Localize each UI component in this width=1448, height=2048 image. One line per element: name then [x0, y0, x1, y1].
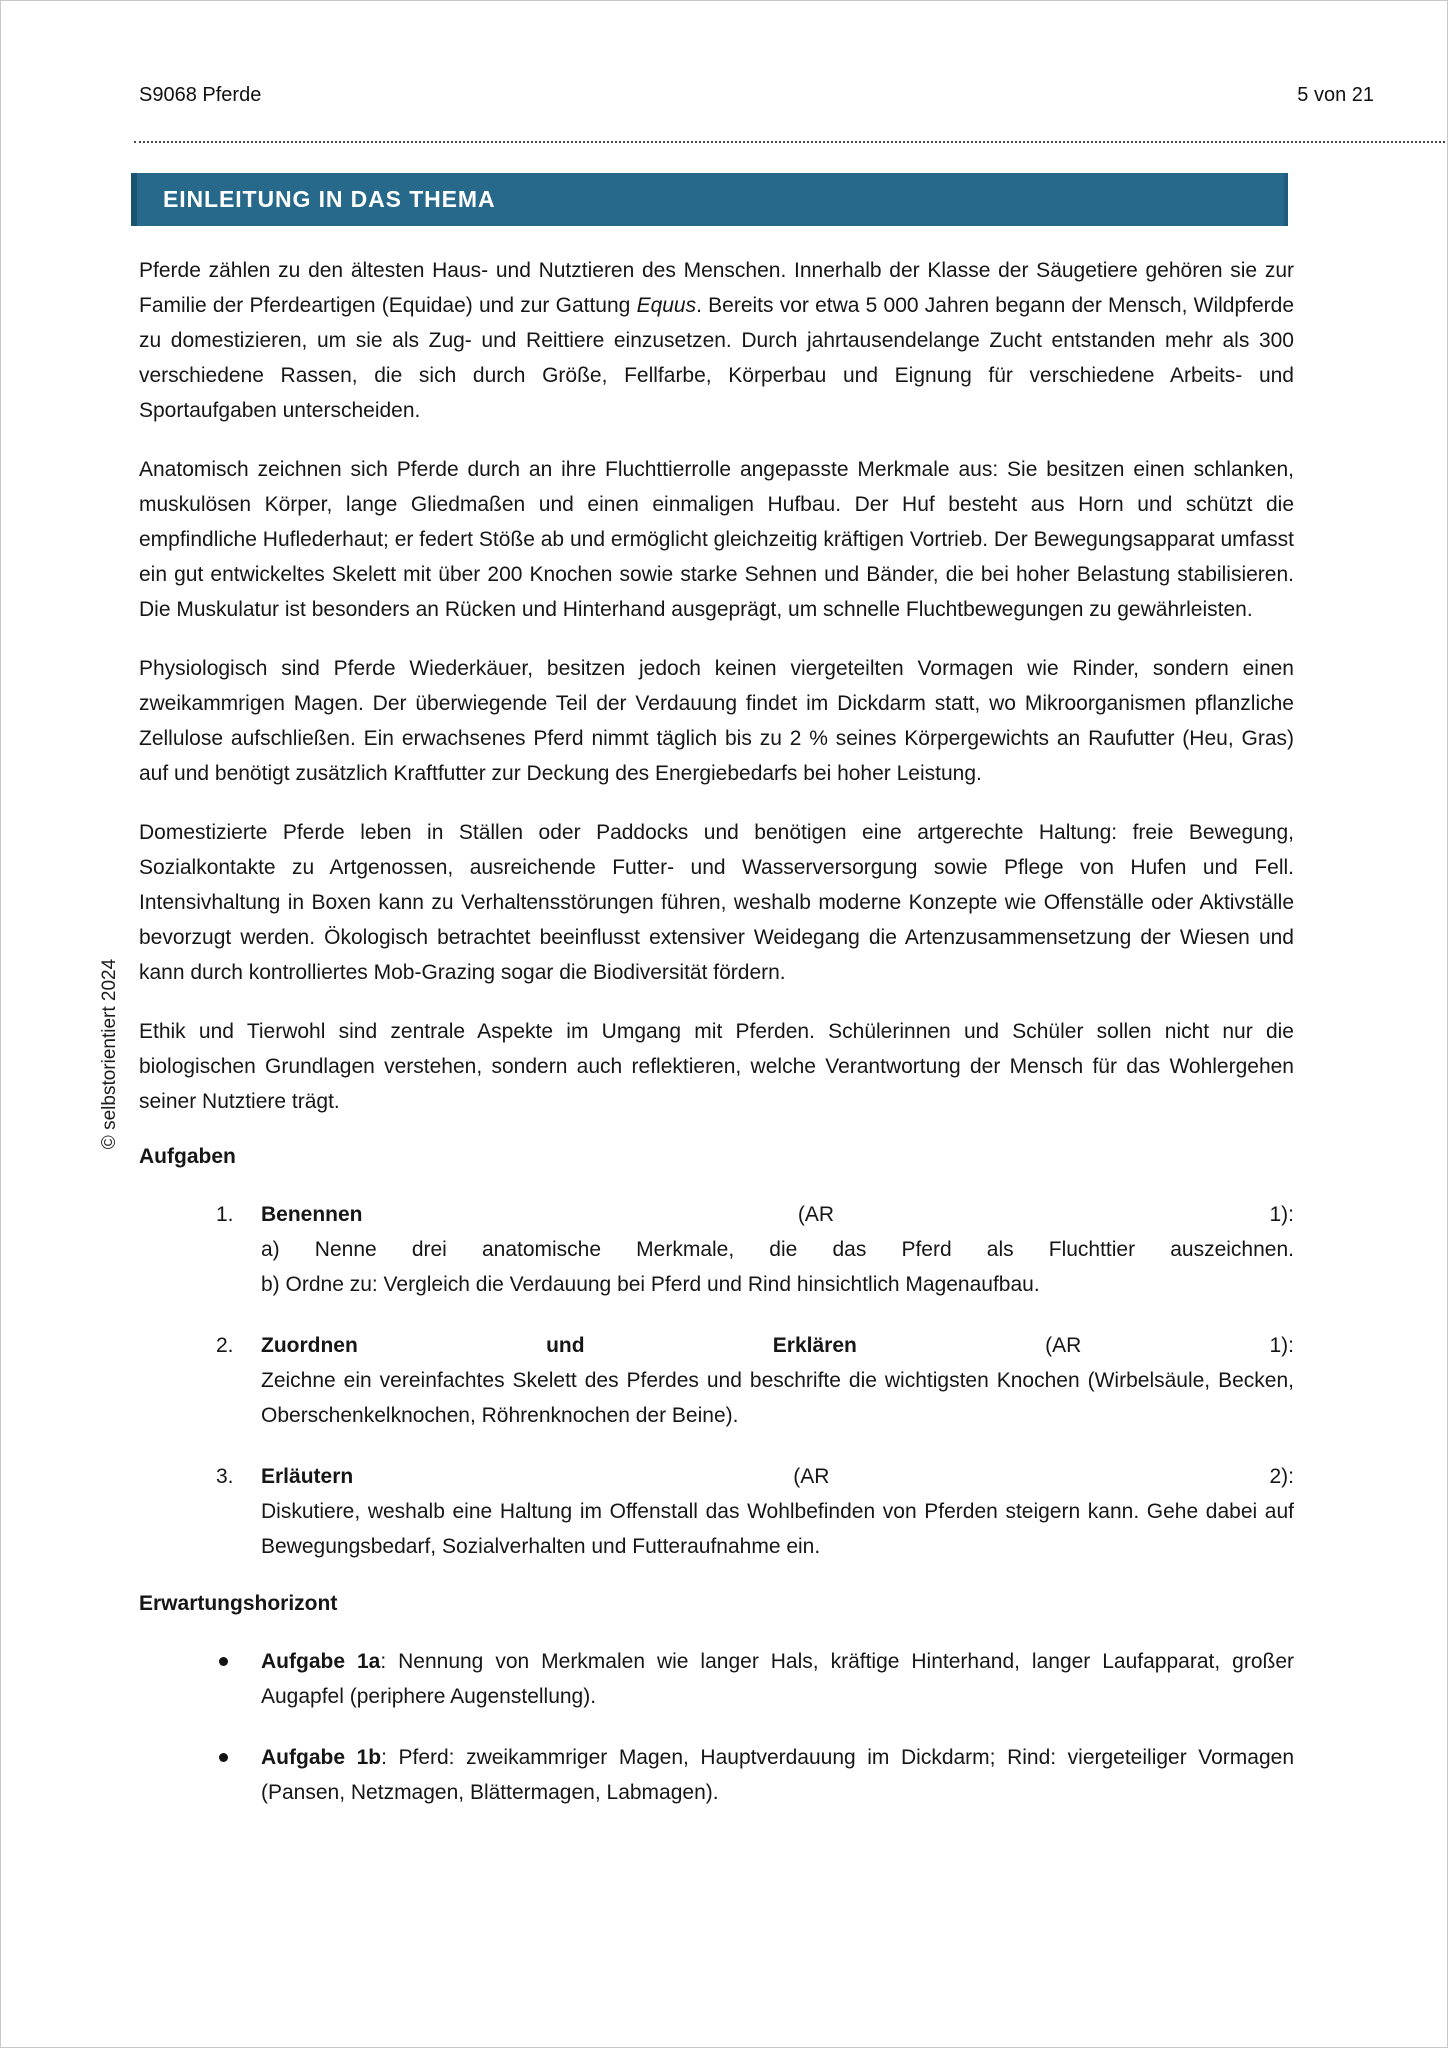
task-item [139, 1197, 1294, 1302]
text-segment: Erklären [772, 1334, 857, 1357]
bullet-icon [219, 1657, 228, 1666]
task-text-line: Diskutiere, weshalb eine Haltung im Offenstall das Wohlbefinden von Pferden steigern kann. Gehe dabei auf Bewegungsbedarf, Sozialverhalten und Futteraufnahme ein. [261, 1500, 1294, 1558]
header-page-number: 5 von 21 [1297, 84, 1374, 106]
intro-paragraphs [139, 253, 1294, 1119]
text-segment: (AR [793, 1465, 830, 1488]
section-title: EINLEITUNG IN DAS THEMA [163, 186, 496, 212]
intro-paragraph [139, 815, 1294, 990]
text-segment: 1): [1269, 1203, 1294, 1226]
document-content [139, 253, 1294, 1836]
task-item [139, 1328, 1294, 1433]
task-list [139, 1197, 1294, 1564]
expectations-heading: Erwartungshorizont [139, 1592, 338, 1615]
text-segment: Ethik und Tierwohl sind zentrale Aspekte im Umgang mit Pferden. Schülerinnen und Schüler sollen nicht nur die biologischen Grundlagen verstehen, sondern auch reflektieren, welche Verantwortung der Mensch für das Wohlergehen seiner Nutztiere trägt. [139, 1020, 1294, 1113]
expectation-list [139, 1644, 1294, 1810]
tasks-heading: Aufgaben [139, 1145, 236, 1168]
expectation-text: Aufgabe 1b: Pferd: zweikammriger Magen, Hauptverdauung im Dickdarm; Rind: viergeteiliger Vormagen (Pansen, Netzmagen, Blättermagen, Labmagen). [261, 1746, 1295, 1804]
expectation-item [139, 1740, 1294, 1810]
expectation-item [139, 1644, 1294, 1714]
task-text-line: a) Nenne drei anatomische Merkmale, die das Pferd als Fluchttier auszeichnen. [261, 1238, 1294, 1261]
expectation-text: Aufgabe 1a: Nennung von Merkmalen wie langer Hals, kräftige Hinterhand, langer Laufapparat, großer Augapfel (periphere Augenstellung). [261, 1650, 1294, 1708]
task-header-line [261, 1328, 1294, 1363]
text-segment: Equus [636, 294, 697, 317]
text-segment: . Bereits vor etwa 5 000 Jahren begann der Mensch, Wildpferde zu domestizieren, um sie als Zug- und Reittiere einzusetzen. Durch jahrtausendelange Zucht entstanden mehr als 300 verschiedene Rassen, die sich durch Größe, Fellfarbe, Körperbau und Eignung für verschiedene Arbeits- und Sportaufgaben unterscheiden. [139, 294, 1295, 422]
text-segment: Zuordnen [261, 1334, 358, 1357]
text-segment: (AR [1045, 1334, 1082, 1357]
task-text-line: Zeichne ein vereinfachtes Skelett des Pferdes und beschrifte die wichtigsten Knochen (Wirbelsäule, Becken, Oberschenkelknochen, Röhrenknochen der Beine). [261, 1369, 1294, 1427]
task-number: 3. [216, 1465, 234, 1488]
copyright-sidebar-text: © selbstorientiert 2024 [99, 958, 120, 1150]
header-doc-code: S9068 Pferde [139, 84, 262, 106]
expectation-label: Aufgabe 1a [261, 1650, 381, 1673]
text-segment: Erläutern [261, 1465, 354, 1488]
text-segment: 2): [1269, 1465, 1294, 1488]
page-header [139, 83, 1374, 107]
header-divider [134, 141, 1445, 143]
expectation-label: Aufgabe 1b [261, 1746, 382, 1769]
text-segment: Anatomisch zeichnen sich Pferde durch an ihre Fluchttierrolle angepasste Merkmale aus: Sie besitzen einen schlanken, muskulösen Körper, lange Gliedmaßen und einen einmaligen Hufbau. Der Huf besteht aus Horn und schützt die empfindliche Huflederhaut; er federt Stöße ab und ermöglicht gleichzeitig kräftigen Vortrieb. Der Bewegungsapparat umfasst ein gut entwickeltes Skelett mit über 200 Knochen sowie starke Sehnen und Bänder, die bei hoher Belastung stabilisieren. Die Muskulatur ist besonders an Rücken und Hinterhand ausgeprägt, um schnelle Fluchtbewegungen zu gewährleisten. [139, 458, 1294, 621]
task-text-line: b) Ordne zu: Vergleich die Verdauung bei Pferd und Rind hinsichtlich Magenaufbau. [261, 1273, 1040, 1296]
text-segment: Domestizierte Pferde leben in Ställen oder Paddocks und benötigen eine artgerechte Haltung: freie Bewegung, Sozialkontakte zu Artgenossen, ausreichende Futter- und Wasserversorgung sowie Pflege von Hufen und Fell. Intensivhaltung in Boxen kann zu Verhaltensstörungen führen, weshalb moderne Konzepte wie Offenställe oder Aktivställe bevorzugt werden. Ökologisch betrachtet beeinflusst extensiver Weidegang die Artenzusammensetzung der Wiesen und kann durch kontrolliertes Mob-Grazing sogar die Biodiversität fördern. [139, 821, 1294, 984]
text-segment: 1): [1269, 1334, 1294, 1357]
intro-paragraph [139, 253, 1294, 428]
text-segment: Benennen [261, 1203, 363, 1226]
text-segment: Pferde zählen zu den ältesten Haus- und Nutztieren des Menschen. Innerhalb der Klasse der Säugetiere gehören sie zur Familie der Pferdeartigen (Equidae) und zur Gattung [139, 259, 1294, 317]
intro-paragraph [139, 452, 1294, 627]
text-segment: Physiologisch sind Pferde Wiederkäuer, besitzen jedoch keinen viergeteilten Vormagen wie Rinder, sondern einen zweikammrigen Magen. Der überwiegende Teil der Verdauung findet im Dickdarm statt, wo Mikroorganismen pflanzliche Zellulose aufschließen. Ein erwachsenes Pferd nimmt täglich bis zu 2 % seines Körpergewichts an Raufutter (Heu, Gras) auf und benötigt zusätzlich Kraftfutter zur Deckung des Energiebedarfs bei hoher Leistung. [139, 657, 1294, 785]
text-segment: (AR [797, 1203, 835, 1226]
text-segment: und [546, 1334, 585, 1357]
bullet-icon [219, 1753, 228, 1762]
task-header-line [261, 1459, 1294, 1494]
task-number: 2. [216, 1334, 234, 1357]
intro-paragraph [139, 651, 1294, 791]
task-number: 1. [216, 1203, 234, 1226]
section-title-bar [131, 173, 1288, 226]
task-item [139, 1459, 1294, 1564]
task-header-line [261, 1197, 1294, 1232]
intro-paragraph [139, 1014, 1294, 1119]
